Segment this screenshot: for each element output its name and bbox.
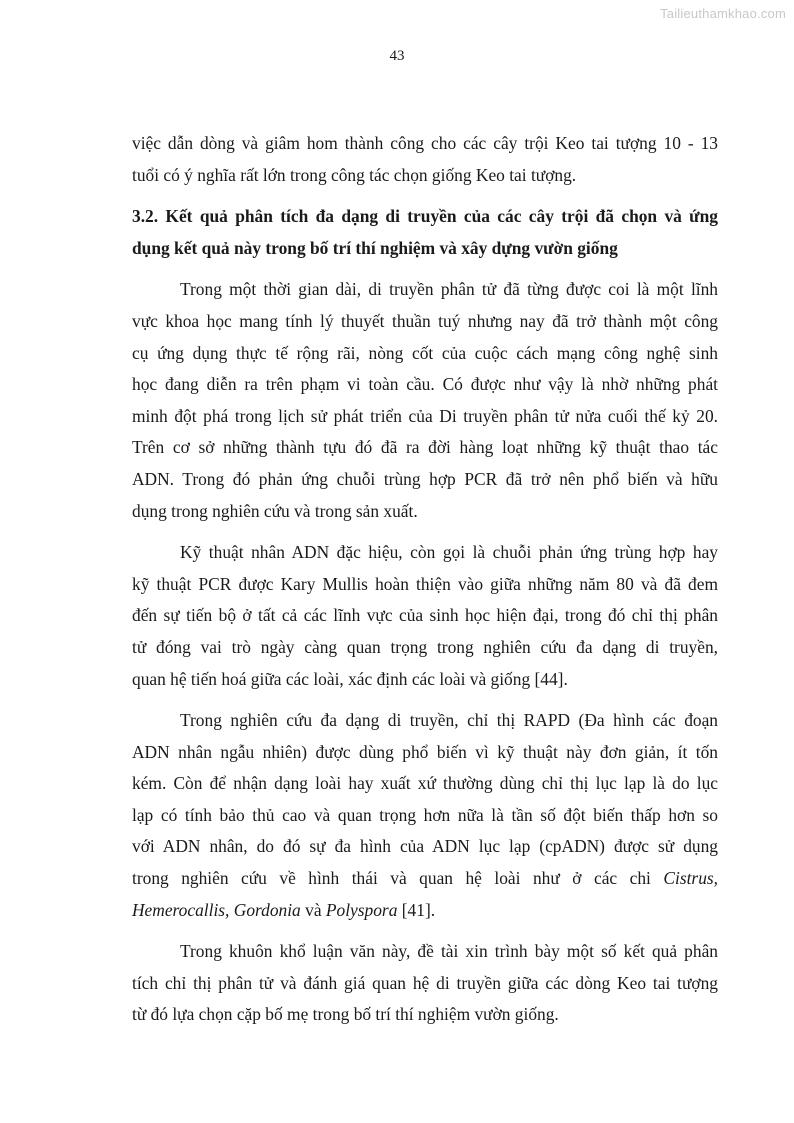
text-line: ADN nhân ngẫu nhiên) được dùng phổ biến vì kỹ thuật này đơn giản, ít tốn (132, 741, 718, 762)
page-number: 43 (389, 48, 405, 64)
text-line: từ đó lựa chọn cặp bố mẹ trong bố trí thí nghiệm vườn giống. (132, 1004, 559, 1025)
genus-name: Cistrus, (663, 868, 718, 889)
text-line: cụ ứng dụng thực tế rộng rãi, nòng cốt của cuộc cách mạng công nghệ sinh (132, 342, 718, 363)
paragraph-2 (132, 537, 718, 695)
genus-name: Polyspora (325, 899, 398, 920)
genus-name: Gordonia (233, 899, 301, 920)
text-line: việc dẫn dòng và giâm hom thành công cho các cây trội Keo tai tượng 10 - 13 (132, 133, 718, 153)
text-segment: trong nghiên cứu về hình thái và quan hệ loài như ở các chi (132, 868, 651, 889)
text-line: với ADN nhân, do đó sự đa hình của ADN lục lạp (cpADN) được sử dụng (132, 836, 718, 857)
text-line: kỹ thuật PCR được Kary Mullis hoàn thiện vào giữa những năm 80 và đã đem (132, 573, 718, 594)
text-line: Trong một thời gian dài, di truyền phân tử đã từng được coi là một lĩnh (180, 279, 718, 300)
text-line: Kỹ thuật nhân ADN đặc hiệu, còn gọi là chuỗi phản ứng trùng hợp hay (180, 542, 718, 563)
text-line: vực khoa học mang tính lý thuyết thuần tuý nhưng nay đã trở thành một công (132, 310, 718, 331)
heading-line: 3.2. Kết quả phân tích đa dạng di truyền của các cây trội đã chọn và ứng (132, 206, 718, 227)
text-line: lạp có tính bảo thủ cao và quan trọng hơn nữa là tần số đột biến thấp hơn so (132, 804, 718, 825)
text-line: tuổi có ý nghĩa rất lớn trong công tác chọn giống Keo tai tượng. (132, 164, 577, 185)
genus-name: Hemerocallis, (132, 899, 230, 920)
text-line: Trong khuôn khổ luận văn này, đề tài xin trình bày một số kết quả phân (180, 941, 718, 962)
document-body (132, 128, 718, 1031)
text-segment: và (305, 899, 322, 920)
text-line: tích chỉ thị phân tử và đánh giá quan hệ di truyền giữa các dòng Keo tai tượng (132, 972, 718, 993)
text-line: kém. Còn để nhận dạng loài hay xuất xứ thường dùng chỉ thị lục lạp là do lục (132, 773, 718, 794)
text-line: học đang diễn ra trên phạm vi toàn cầu. Có được như vậy là nhờ những phát (132, 374, 718, 395)
text-line: đến sự tiến bộ ở tất cả các lĩnh vực của sinh học hiện đại, trong đó chỉ thị phân (132, 605, 718, 626)
section-heading (132, 201, 718, 264)
heading-line: dụng kết quả này trong bố trí thí nghiệm và xây dựng vườn giống (132, 237, 618, 258)
text-line: tử đóng vai trò ngày càng quan trọng trong nghiên cứu đa dạng di truyền, (132, 636, 718, 657)
text-line (132, 863, 718, 895)
text-line: minh đột phá trong lịch sử phát triển của Di truyền phân tử nửa cuối thế kỷ 20. (132, 405, 718, 426)
paragraph-3 (132, 705, 718, 926)
watermark: Tailieuthamkhao.com (660, 6, 786, 21)
intro-paragraph (132, 128, 718, 191)
text-line: quan hệ tiến hoá giữa các loài, xác định các loài và giống [44]. (132, 668, 568, 689)
paragraph-4 (132, 936, 718, 1031)
text-line: ADN. Trong đó phản ứng chuỗi trùng hợp PCR đã trở nên phổ biến và hữu (132, 468, 718, 489)
text-line (132, 895, 718, 927)
paragraph-1 (132, 274, 718, 527)
citation: [41]. (401, 899, 436, 920)
text-line: Trong nghiên cứu đa dạng di truyền, chỉ thị RAPD (Đa hình các đoạn (180, 710, 718, 731)
text-line: Trên cơ sở những thành tựu đó đã ra đời hàng loạt những kỹ thuật thao tác (132, 437, 718, 458)
text-line: dụng trong nghiên cứu và trong sản xuất. (132, 500, 418, 521)
